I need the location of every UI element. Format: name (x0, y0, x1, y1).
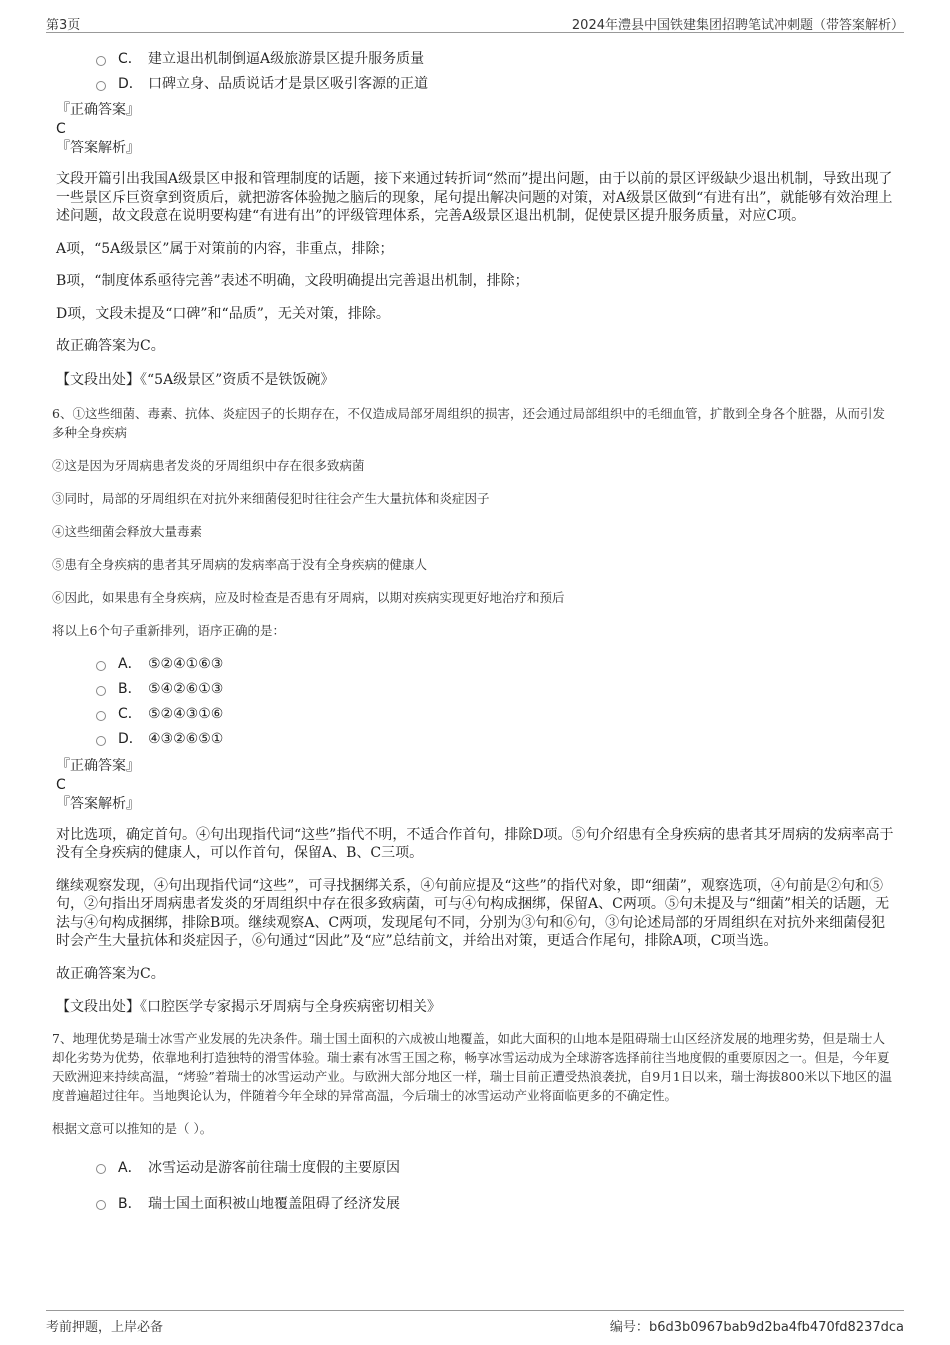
answer-value: C (56, 776, 66, 793)
option-d[interactable]: D． ④③②⑥⑤① (56, 727, 896, 752)
radio-icon[interactable] (96, 736, 106, 746)
footer-slogan: 考前押题，上岸必备 (46, 1320, 164, 1335)
analysis-paragraph: D项，文段未提及“口碑”和“品质”，无关对策，排除。 (56, 305, 390, 322)
analysis-paragraph: B项，“制度体系亟待完善”表述不明确，文段明确提出完善退出机制，排除； (56, 273, 529, 289)
analysis-label: 『答案解析』 (56, 795, 140, 812)
question-prompt: 根据文意可以推知的是（ ）。 (52, 1121, 213, 1136)
sentence: ⑥因此，如果患有全身疾病，应及时检查是否患有牙周病，以期对疾病实现更好地治疗和预后 (52, 589, 565, 605)
option-b[interactable]: B． 瑞士国土面积被山地覆盖阻碍了经济发展 (56, 1186, 896, 1222)
source-citation: 【文段出处】《口腔医学专家揭示牙周病与全身疾病密切相关》 (56, 999, 441, 1015)
analysis-paragraph: A项，“5A级景区”属于对策前的内容，非重点，排除； (56, 240, 394, 257)
option-c[interactable]: C． ⑤②④③①⑥ (56, 702, 896, 727)
answer-label: 『正确答案』 (56, 102, 140, 118)
radio-icon[interactable] (96, 1200, 106, 1210)
page-header (46, 10, 904, 33)
source-citation: 【文段出处】《“5A级景区”资质不是铁饭碗》 (56, 371, 335, 388)
analysis-paragraph: 对比选项，确定首句。④句出现指代词“这些”指代不明，不适合作首句，排除D项。⑤句介绍患有全身疾病的患者其牙周病的发病率高于没有全身疾病的健康人，可以作首句，保留A、B、C三项。 (56, 826, 894, 861)
page-number: 第3页 (46, 18, 81, 33)
radio-icon[interactable] (96, 1164, 106, 1174)
option-c[interactable]: C． 建立退出机制倒逼A级旅游景区提升服务质量 (56, 47, 896, 72)
question-prompt: 将以上6个句子重新排列，语序正确的是： (52, 622, 285, 638)
option-b[interactable]: B． ⑤④②⑥①③ (56, 677, 896, 702)
radio-icon[interactable] (96, 661, 106, 671)
answer-value: C (56, 121, 66, 137)
document-title: 2024年澧县中国铁建集团招聘笔试冲刺题（带答案解析） (571, 18, 904, 33)
analysis-paragraph: 故正确答案为C。 (56, 338, 165, 354)
analysis-paragraph: 继续观察发现，④句出现指代词“这些”，可寻找捆绑关系，④句前应提及“这些”的指代对象，即“细菌”，观察选项，④句前是②句和⑤句，②句指出牙周病患者发炎的牙周组织中存在很多致病菌，可与④句构成捆绑，保留A、C两项。⑤句未提及与“细菌”相关的话题，无法与④句构成捆绑，排除B项。继续观察A、C两项，发现尾句不同，分别为③句和⑥句，③句论述局部的牙周组织在对抗外来细菌侵犯时会产生大量抗体和炎症因子，⑥句通过“因此”及“应”总结前文，并给出对策，更适合作尾句，排除A项，C项当选。 (56, 877, 890, 949)
sentence: ②这是因为牙周病患者发炎的牙周组织中存在很多致病菌 (52, 457, 365, 473)
analysis-paragraph: 文段开篇引出我国A级景区申报和管理制度的话题，接下来通过转折词“然而”提出问题，由于以前的景区评级缺少退出机制，导致出现了一些景区斥巨资拿到资质后，就把游客体验抛之脑后的现象，尾句提出解决问题的对策，对A级景区做到“有进有出”，就能够有效治理上述问题，故文段意在说明要构建“有进有出”的评级管理体系，完善A级景区退出机制，促使景区提升服务质量，对应C项。 (56, 171, 893, 224)
analysis-label: 『答案解析』 (56, 140, 140, 156)
radio-icon[interactable] (96, 686, 106, 696)
question-stem: 7、地理优势是瑞士冰雪产业发展的先决条件。瑞士国土面积的六成被山地覆盖，如此大面积的山地本是阻碍瑞士山区经济发展的地理劣势，但是瑞士人却化劣势为优势，依靠地利打造独特的滑雪体验。瑞士素有冰雪王国之称，畅享冰雪运动成为全球游客选择前往当地度假的重要原因之一。但是，今年夏天欧洲迎来持续高温，“烤验”着瑞士的冰雪运动产业。与欧洲大部分地区一样，瑞士目前正遭受热浪袭扰，自9月1日以来，瑞士海拔800米以下地区的温度普遍超过往年。当地舆论认为，伴随着今年全球的异常高温，今后瑞士的冰雪运动产业将面临更多的不确定性。 (52, 1031, 893, 1103)
sentence: ④这些细菌会释放大量毒素 (52, 523, 203, 539)
option-d[interactable]: D． 口碑立身、品质说话才是景区吸引客源的正道 (56, 72, 896, 97)
sentence: ⑤患有全身疾病的患者其牙周病的发病率高于没有全身疾病的健康人 (52, 556, 428, 572)
sentence: ③同时，局部的牙周组织在对抗外来细菌侵犯时往往会产生大量抗体和炎症因子 (52, 490, 490, 506)
page-content (52, 44, 896, 1222)
answer-label: 『正确答案』 (56, 757, 140, 774)
question-stem: 6、①这些细菌、毒素、抗体、炎症因子的长期存在，不仅造成局部牙周组织的损害，还会通过局部组织中的毛细血管，扩散到全身各个脏器，从而引发多种全身疾病 (52, 405, 885, 440)
analysis-paragraph: 故正确答案为C。 (56, 965, 165, 982)
option-a[interactable]: A． ⑤②④①⑥③ (56, 652, 896, 677)
radio-icon[interactable] (96, 711, 106, 721)
page-footer (46, 1310, 904, 1335)
option-a[interactable]: A． 冰雪运动是游客前往瑞士度假的主要原因 (56, 1150, 896, 1186)
radio-icon[interactable] (96, 81, 106, 91)
radio-icon[interactable] (96, 56, 106, 66)
document-code: 编号：b6d3b0967bab9d2ba4fb470fd8237dca (609, 1320, 904, 1335)
